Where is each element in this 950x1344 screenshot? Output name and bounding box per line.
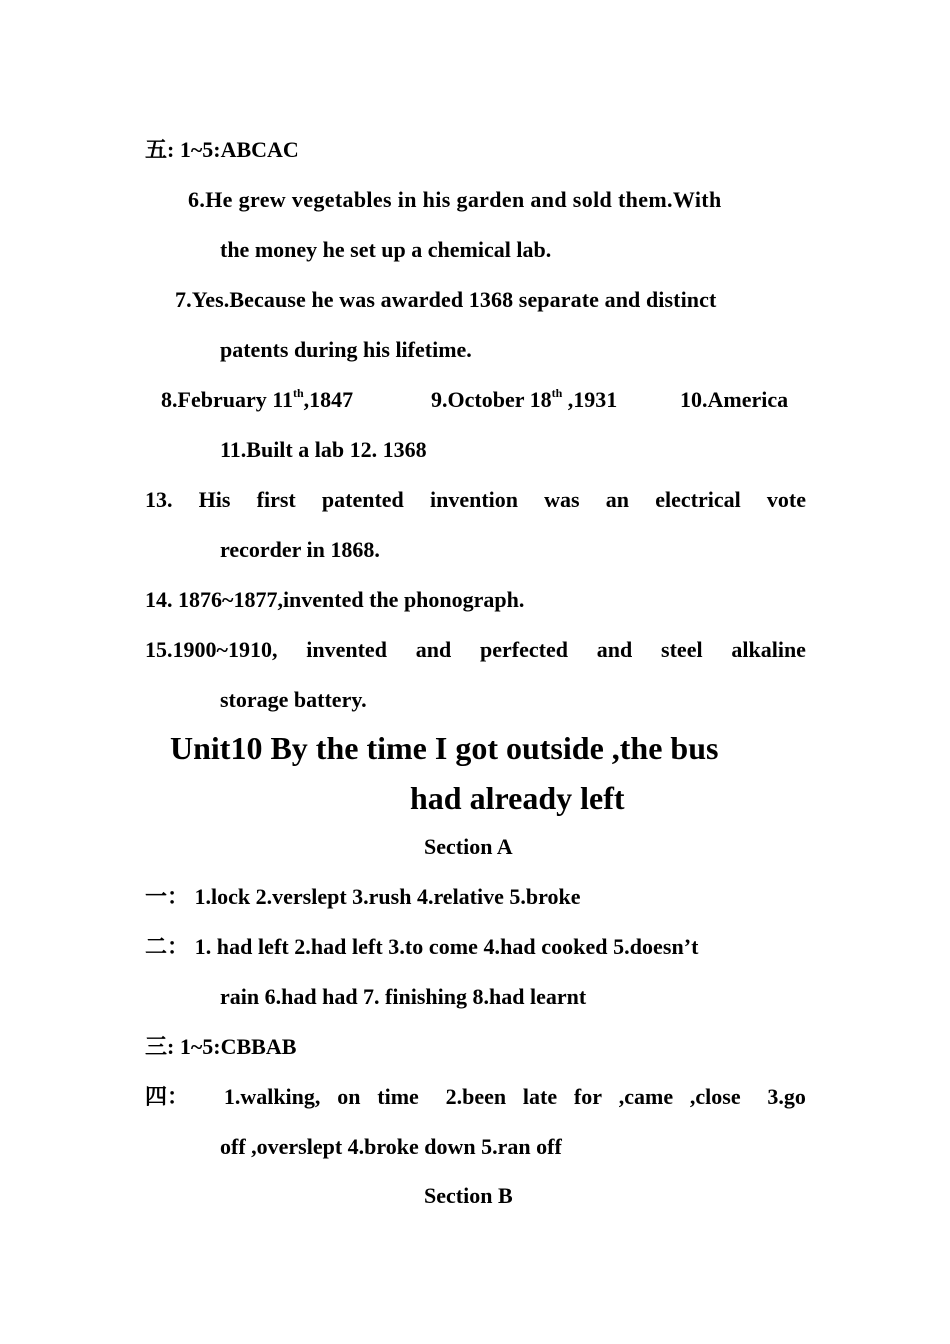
answer-11-12: 11.Built a lab 12. 1368 <box>220 437 427 462</box>
section-a-part-4-line-2: off ,overslept 4.broke down 5.ran off <box>220 1134 562 1159</box>
answer-15-line-1 <box>145 637 806 663</box>
word: invented <box>306 637 387 662</box>
answer-8-text: 8.February 11 <box>161 387 293 412</box>
word: for <box>573 1084 602 1109</box>
word: His <box>198 487 231 512</box>
section-a-part-3: 三: 1~5:CBBAB <box>145 1034 297 1059</box>
word: ,close <box>689 1084 741 1109</box>
section-a-part-4-line-1 <box>145 1084 806 1110</box>
word: patented <box>321 487 404 512</box>
word: 1.walking, <box>223 1084 321 1109</box>
word: an <box>605 487 630 512</box>
word: vote <box>766 487 806 512</box>
section-5-answers-1-5: 五: 1~5:ABCAC <box>145 137 299 162</box>
word: 四： <box>145 1084 190 1109</box>
unit-title-line-1: Unit10 By the time I got outside ,the bus <box>170 730 719 766</box>
word: steel <box>661 637 703 662</box>
section-a-part-2-line-1: 二： 1. had left 2.had left 3.to come 4.had cooked 5.doesn’t <box>145 934 699 959</box>
word: and <box>415 637 452 662</box>
word: time <box>377 1084 419 1109</box>
word: electrical <box>655 487 741 512</box>
answer-14: 14. 1876~1877,invented the phonograph. <box>145 587 525 612</box>
answer-9-text: 9.October 18 <box>431 387 552 412</box>
answer-7-line-1: 7.Yes.Because he was awarded 1368 separate and distinct <box>175 287 717 312</box>
answer-13-line-1 <box>145 487 806 513</box>
answer-6-line-1 <box>188 187 806 213</box>
word: 13. <box>145 487 173 512</box>
answer-8-date <box>161 387 353 413</box>
word: 2.been <box>445 1084 507 1109</box>
answer-9-sup: th <box>551 386 563 400</box>
word: and <box>596 637 633 662</box>
word: late <box>522 1084 558 1109</box>
answer-15-line-2: storage battery. <box>220 687 367 712</box>
word: on <box>337 1084 361 1109</box>
word: alkaline <box>731 637 806 662</box>
answer-6-line-2: the money he set up a chemical lab. <box>220 237 552 262</box>
section-a-heading: Section A <box>424 834 513 859</box>
word: was <box>544 487 580 512</box>
word: 3.go <box>767 1084 806 1109</box>
word: 15.1900~1910, <box>145 637 278 662</box>
word: invention <box>429 487 518 512</box>
word: perfected <box>480 637 568 662</box>
answer-9-date <box>431 387 617 413</box>
section-a-part-1: 一： 1.lock 2.verslept 3.rush 4.relative 5.broke <box>145 884 581 909</box>
word: first <box>256 487 296 512</box>
answer-9-year: ,1931 <box>562 387 618 412</box>
section-b-heading: Section B <box>424 1183 513 1208</box>
word: ,came <box>618 1084 674 1109</box>
answer-7-line-2: patents during his lifetime. <box>220 337 472 362</box>
section-a-part-2-line-2: rain 6.had had 7. finishing 8.had learnt <box>220 984 587 1009</box>
answer-13-line-2: recorder in 1868. <box>220 537 380 562</box>
answer-6-line-1-text <box>188 187 806 213</box>
answer-8-sup: th <box>293 386 304 400</box>
answer-8-year: ,1847 <box>303 387 354 412</box>
answer-10-country: 10.America <box>680 387 789 412</box>
unit-title-line-2: had already left <box>410 780 625 816</box>
answer-6-text-a: 6.He grew vegetables in his garden and sold them.With <box>188 187 722 212</box>
